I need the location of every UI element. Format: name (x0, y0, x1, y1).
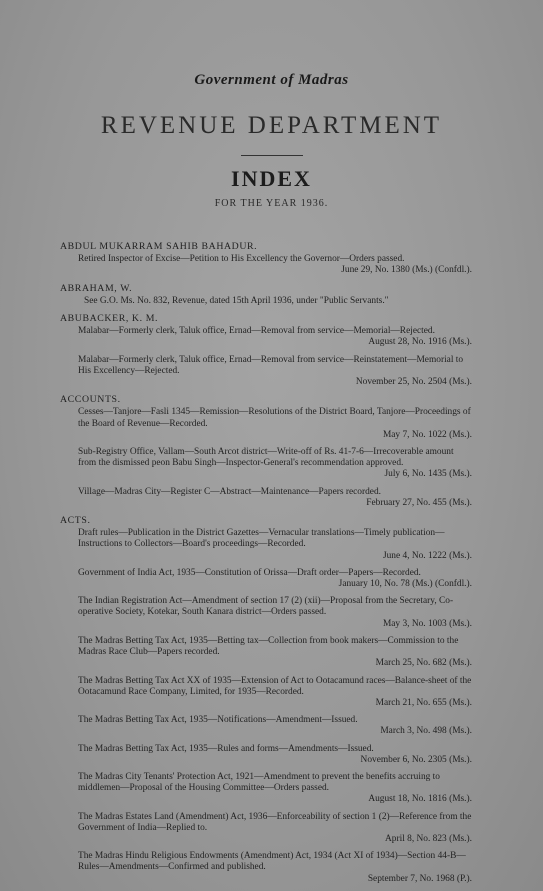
index-entry (78, 715, 472, 737)
entry-text: The Madras Estates Land (Amendment) Act, 1936—Enforceability of section 1 (2)—Reference from the Government of India—Replied to. (78, 811, 472, 833)
entry-reference: May 7, No. 1022 (Ms.). (382, 429, 472, 440)
index-title: INDEX (231, 166, 312, 191)
year-subtitle: FOR THE YEAR 1936. (214, 198, 329, 209)
entry-reference: August 28, No. 1916 (Ms.). (368, 337, 472, 348)
entry-reference: November 25, No. 2504 (Ms.). (355, 377, 472, 388)
entry-reference: June 4, No. 1222 (Ms.). (382, 550, 472, 561)
index-entry (78, 568, 472, 590)
entry-text: The Madras Betting Tax Act, 1935—Notifications—Amendment—Issued. (78, 715, 358, 726)
index-entry (78, 355, 472, 389)
cross-reference: See G.O. Ms. No. 832, Revenue, dated 15th April 1936, under "Public Servants." (84, 295, 389, 306)
entry-reference: June 29, No. 1380 (Ms.) (Confdl.). (341, 265, 472, 276)
index-entry (78, 254, 472, 276)
index-entry (78, 407, 472, 441)
entry-text: Cesses—Tanjore—Fasli 1345—Remission—Resolutions of the District Board, Tanjore—Proceedings of the Board of Revenue—Recorded. (78, 407, 471, 429)
entry-text: The Madras City Tenants' Protection Act, 1921—Amendment to prevent the benefits accruing to middlemen—Proposal of the Housing Committee—Orders passed. (78, 771, 440, 794)
index-entry (78, 676, 472, 710)
section-heading: ABUBACKER, K. M. (60, 313, 159, 325)
entry-reference: March 25, No. 682 (Ms.). (375, 658, 472, 669)
entry-text: Malabar—Formerly clerk, Taluk office, Ernad—Removal from service—Memorial—Rejected. (78, 326, 435, 337)
entry-reference: February 27, No. 455 (Ms.). (366, 497, 472, 508)
entry-text: The Indian Registration Act—Amendment of section 17 (2) (xii)—Proposal from the Secretary, Co-operative Society, Kotekar, South Kanara district—Orders passed. (78, 596, 454, 618)
entry-text: The Madras Hindu Religious Endowments (Amendment) Act, 1934 (Act XI of 1934)—Section 44-B—Rules—Amendments—Confirmed and published. (78, 851, 466, 873)
entry-text: Village—Madras City—Register C—Abstract—Maintenance—Papers recorded. (78, 486, 381, 497)
section-heading: ABDUL MUKARRAM SAHIB BAHADUR. (60, 241, 258, 252)
section-heading: ACTS. (60, 515, 91, 527)
index-entry (78, 528, 472, 562)
section-heading: ABRAHAM, W. (60, 282, 133, 294)
index-entry (78, 596, 472, 630)
entry-text: Malabar—Formerly clerk, Taluk office, Ernad—Removal from service—Reinstatement—Memorial to His Excellency—Rejected. (78, 354, 464, 376)
entry-reference: September 7, No. 1968 (P.). (367, 873, 472, 884)
entry-text: Government of India Act, 1935—Constitution of Orissa—Draft order—Papers—Recorded. (78, 567, 421, 578)
index-entry (78, 326, 472, 348)
index-entry (78, 487, 472, 509)
index-entry (78, 636, 472, 670)
entry-text: The Madras Betting Tax Act, 1935—Betting tax—Collection from book makers—Commission to the Madras Race Club—Papers recorded. (78, 635, 459, 658)
department-title: REVENUE DEPARTMENT (100, 112, 443, 139)
index-entry (78, 772, 472, 806)
entry-text: The Madras Betting Tax Act XX of 1935—Extension of Act to Ootacamund races—Balance-sheet of the Ootacamund Race Company, Limited, for 1935—Recorded. (78, 675, 472, 697)
index-entries (62, 236, 472, 891)
index-entry (78, 812, 472, 846)
entry-reference: July 6, No. 1435 (Ms.). (384, 469, 472, 480)
section-heading: ACCOUNTS. (60, 394, 121, 406)
index-entry (78, 744, 472, 766)
government-title: Government of Madras (194, 72, 349, 88)
title-divider (241, 155, 303, 156)
entry-reference: November 6, No. 2305 (Ms.). (360, 754, 472, 765)
entry-reference: April 8, No. 823 (Ms.). (385, 833, 472, 844)
entry-text: Draft rules—Publication in the District Gazettes—Vernacular translations—Timely publication—Instructions to Collectors—Board's proceedings—Recorded. (78, 528, 445, 550)
entry-text: Retired Inspector of Excise—Petition to His Excellency the Governor—Orders passed. (78, 254, 405, 265)
entry-reference: May 3, No. 1003 (Ms.). (382, 618, 472, 629)
entry-reference: August 18, No. 1816 (Ms.). (368, 794, 472, 805)
entry-reference: January 10, No. 78 (Ms.) (Confdl.). (338, 579, 472, 590)
entry-text: The Madras Betting Tax Act, 1935—Rules and forms—Amendments—Issued. (78, 743, 374, 754)
entry-text: Sub-Registry Office, Vallam—South Arcot district—Write-off of Rs. 41-7-6—Irrecoverable amount from the dismissed peon Babu Singh—Inspector-General's recommendation approved. (78, 447, 454, 469)
entry-reference: March 3, No. 498 (Ms.). (380, 726, 472, 737)
index-entry (78, 447, 472, 481)
entry-reference: March 21, No. 655 (Ms.). (375, 697, 472, 708)
index-entry (78, 851, 472, 885)
